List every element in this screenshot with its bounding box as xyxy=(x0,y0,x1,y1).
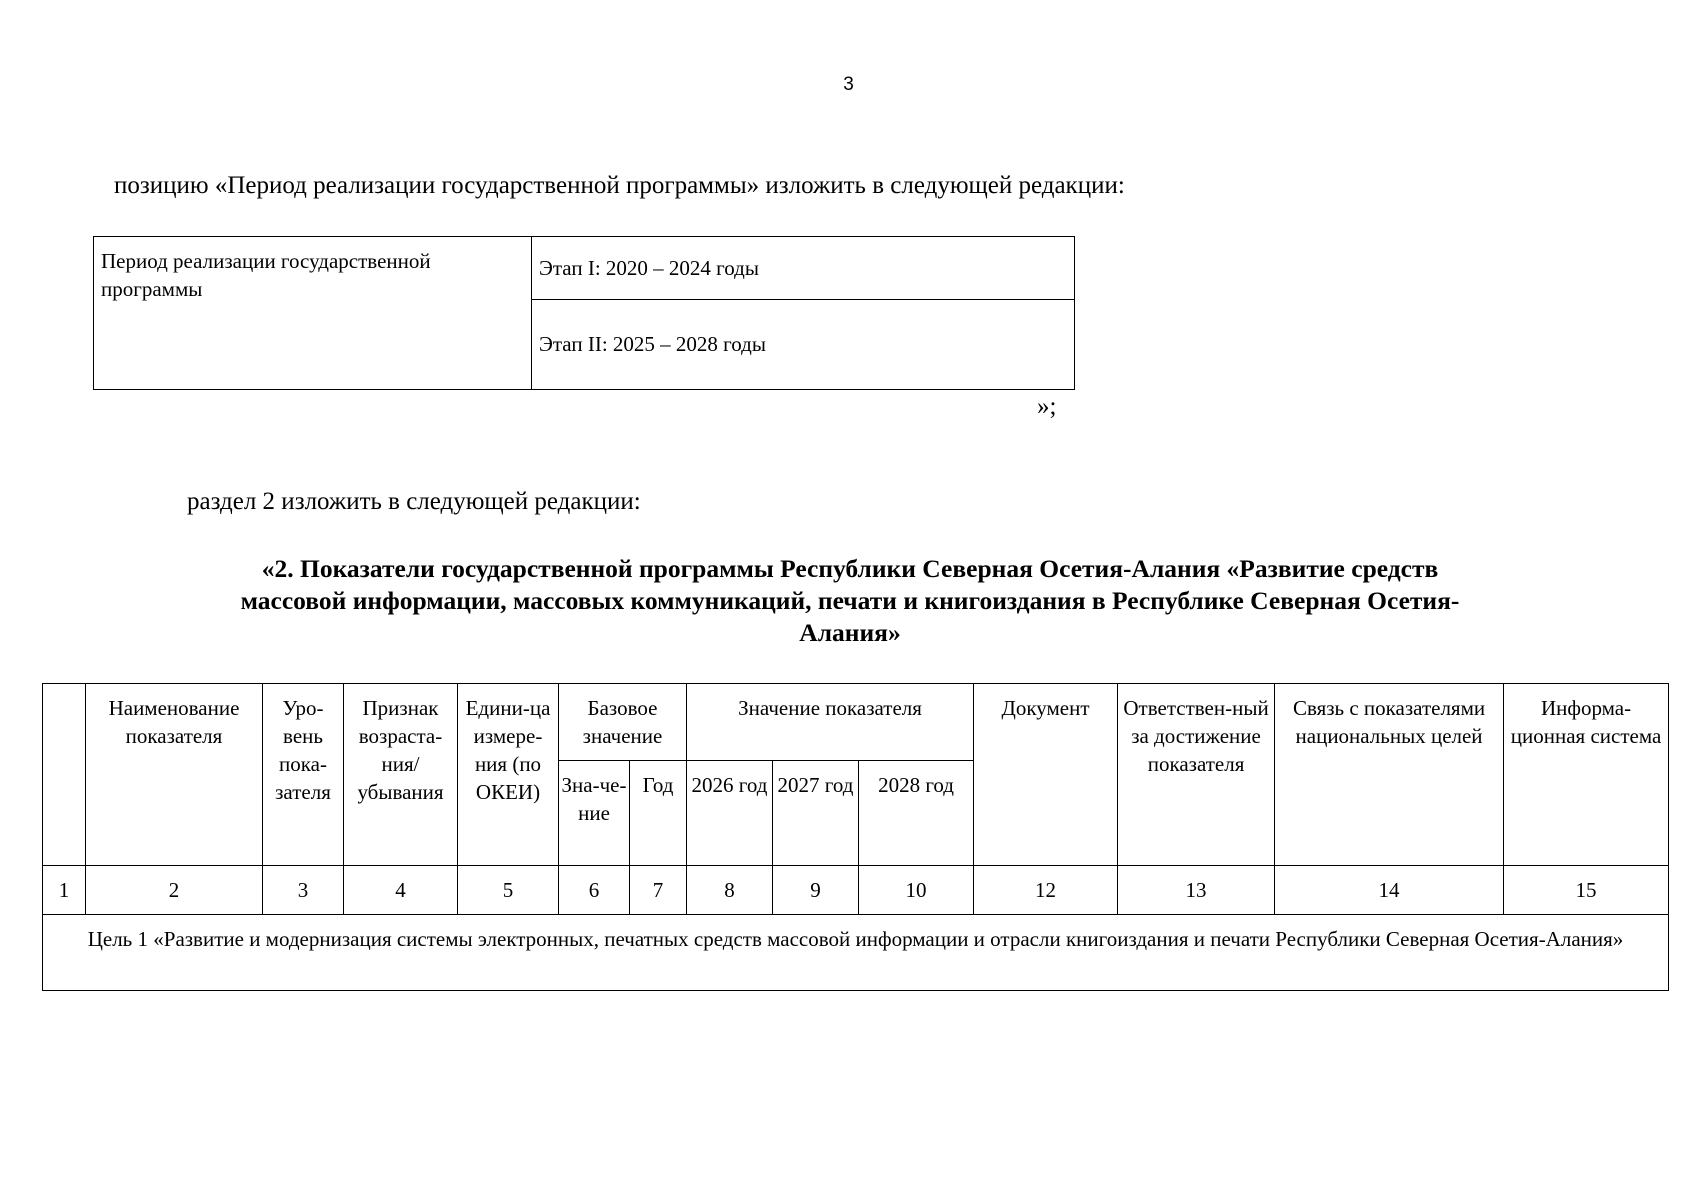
column-number: 4 xyxy=(344,866,458,915)
column-number: 1 xyxy=(43,866,86,915)
page-number: 3 xyxy=(843,74,854,95)
header-indicator-level: Уро-вень пока-зателя xyxy=(263,684,344,866)
header-base-value: Базовое значение xyxy=(559,684,687,761)
column-number: 8 xyxy=(687,866,773,915)
header-national-goals: Связь с показателями национальных целей xyxy=(1275,684,1504,866)
header-trend: Признак возраста-ния/ убывания xyxy=(344,684,458,866)
header-responsible: Ответствен-ный за достижение показателя xyxy=(1118,684,1275,866)
indicators-table xyxy=(42,683,1669,991)
column-number: 14 xyxy=(1275,866,1504,915)
header-indicator-value: Значение показателя xyxy=(687,684,974,761)
column-number: 13 xyxy=(1118,866,1275,915)
period-stage-2: Этап II: 2025 – 2028 годы xyxy=(532,300,1075,390)
period-stage-1: Этап I: 2020 – 2024 годы xyxy=(532,237,1075,300)
section-heading-line-2: массовой информации, массовых коммуникаций, печати и книгоиздания в Республике Северная Осетия- xyxy=(240,586,1460,615)
header-base-value-value: Зна-че-ние xyxy=(559,761,630,866)
column-number: 6 xyxy=(559,866,630,915)
section-heading-line-1: «2. Показатели государственной программы Республики Северная Осетия-Алания «Развитие средств xyxy=(261,554,1439,583)
header-year-2027: 2027 год xyxy=(773,761,859,866)
header-year-2026: 2026 год xyxy=(687,761,773,866)
header-year-2028: 2028 год xyxy=(859,761,974,866)
header-row-number xyxy=(43,684,86,866)
header-document: Документ xyxy=(974,684,1118,866)
column-number: 5 xyxy=(458,866,559,915)
section-heading xyxy=(150,553,1550,649)
column-number-row xyxy=(43,866,1669,915)
intro-period-paragraph: позицию «Период реализации государственной программы» изложить в следующей редакции: xyxy=(114,172,1125,199)
column-number: 2 xyxy=(86,866,263,915)
column-number: 9 xyxy=(773,866,859,915)
intro-section-paragraph: раздел 2 изложить в следующей редакции: xyxy=(187,488,641,515)
header-indicator-name: Наименование показателя xyxy=(86,684,263,866)
header-base-value-year: Год xyxy=(630,761,687,866)
section-heading-line-3: Алания» xyxy=(799,618,901,647)
closing-quote: »; xyxy=(1037,393,1057,420)
column-number: 15 xyxy=(1504,866,1669,915)
header-info-system: Информа-ционная система xyxy=(1504,684,1669,866)
goal-row: Цель 1 «Развитие и модернизация системы электронных, печатных средств массовой информации и отрасли книгоиздания и печати Республики Северная Осетия-Алания» xyxy=(43,915,1669,991)
column-number: 7 xyxy=(630,866,687,915)
column-number: 12 xyxy=(974,866,1118,915)
period-table xyxy=(93,236,1075,390)
column-number: 10 xyxy=(859,866,974,915)
column-number: 3 xyxy=(263,866,344,915)
period-label: Период реализации государственной программы xyxy=(94,237,532,390)
header-unit: Едини-ца измере-ния (по ОКЕИ) xyxy=(458,684,559,866)
